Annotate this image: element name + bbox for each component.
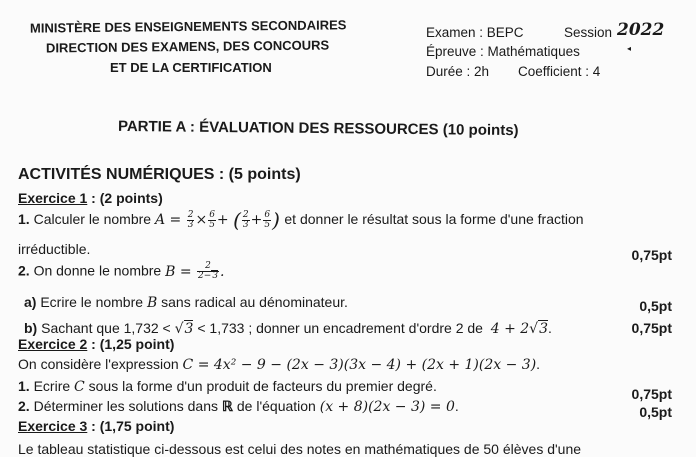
- section-title: ACTIVITÉS NUMÉRIQUES : (5 points): [18, 166, 301, 183]
- qb-text: b) Sachant que 1,732 < √3 < 1,733 ; donner un encadrement d'ordre 2 de 4 + 2√3.: [24, 320, 552, 337]
- exercise-2-title: Exercice 2: [18, 336, 88, 352]
- ex1-question-1-line-2: [18, 241, 672, 263]
- exercise-3-title: Exercice 3: [18, 418, 88, 434]
- q1-points: 0,75pt: [631, 247, 672, 263]
- q1-prefix: Calculer le nombre: [29, 211, 155, 227]
- exercise-1-title: Exercice 1: [18, 190, 88, 206]
- session-label: Session: [564, 25, 613, 40]
- ex1-question-b: [24, 320, 672, 337]
- ex2-question-2: [18, 398, 672, 420]
- ex1-question-1: [18, 208, 672, 232]
- q1-number: 1.: [18, 211, 30, 227]
- formula-b: B = $\frac{2}{2-3}$ .: [165, 261, 225, 281]
- exercise-1-heading: [18, 190, 163, 206]
- session-year: 2022: [617, 20, 665, 40]
- exercise-2-heading: [18, 336, 174, 352]
- ex2-question-1: [18, 378, 672, 402]
- exercise-2-points: : (1,25 point): [87, 336, 175, 352]
- exercise-3-points: : (1,75 point): [87, 418, 175, 434]
- ex2-q1-text: 1. Ecrire C sous la forme d'un produit de facteurs du premier degré.: [18, 378, 437, 395]
- ex2-q1-points: 0,75pt: [631, 386, 672, 402]
- partie-title: PARTIE A : ÉVALUATION DES RESSOURCES (10 points): [117, 117, 519, 140]
- q2-prefix: 2. On donne le nombre: [18, 262, 166, 279]
- exam-label: Examen : BEPC: [426, 25, 524, 40]
- exercise-1-points: : (2 points): [87, 190, 163, 206]
- ministry-line-1: MINISTÈRE DES ENSEIGNEMENTS SECONDAIRES: [29, 17, 347, 36]
- qa-text: a) Ecrire le nombre B sans radical au dénominateur.: [24, 294, 348, 311]
- epreuve-label: Épreuve : Mathématiques: [426, 44, 580, 59]
- ex1-question-2: [18, 262, 672, 281]
- coefficient-label: Coefficient : 4: [518, 64, 601, 79]
- ex2-intro: On considère l'expression C = 4x² − 9 − (2x − 3)(3x − 4) + (2x + 1)(2x − 3).: [18, 356, 541, 373]
- ex1-question-a: [24, 294, 672, 314]
- qb-points: 0,75pt: [631, 320, 672, 336]
- q1-line2: irréductible.: [18, 241, 91, 257]
- qa-points: 0,5pt: [639, 298, 672, 314]
- duree-label: Durée : 2h: [426, 64, 490, 79]
- exercise-3-heading: [18, 418, 174, 434]
- ministry-line-3: ET DE LA CERTIFICATION: [110, 60, 272, 75]
- ex3-intro-cut: Le tableau statistique ci-dessous est celui des notes en mathématiques de 50 élèves d'une: [18, 441, 582, 457]
- formula-a: A = $\frac{2}{3}$ × $\frac{6}{5}$ + ( $\frac{2}{3}$ + $\frac{6}{5}$ ): [154, 208, 280, 232]
- ex2-q2-text: 2. Déterminer les solutions dans ℝ de l'équation (x + 8)(2x − 3) = 0.: [18, 398, 459, 415]
- ministry-line-2: DIRECTION DES EXAMENS, DES CONCOURS: [45, 37, 330, 56]
- q1-suffix: et donner le résultat sous la forme d'une fraction: [284, 211, 584, 227]
- pen-mark: ◂: [627, 44, 632, 53]
- ex2-q2-points: 0,5pt: [639, 404, 672, 420]
